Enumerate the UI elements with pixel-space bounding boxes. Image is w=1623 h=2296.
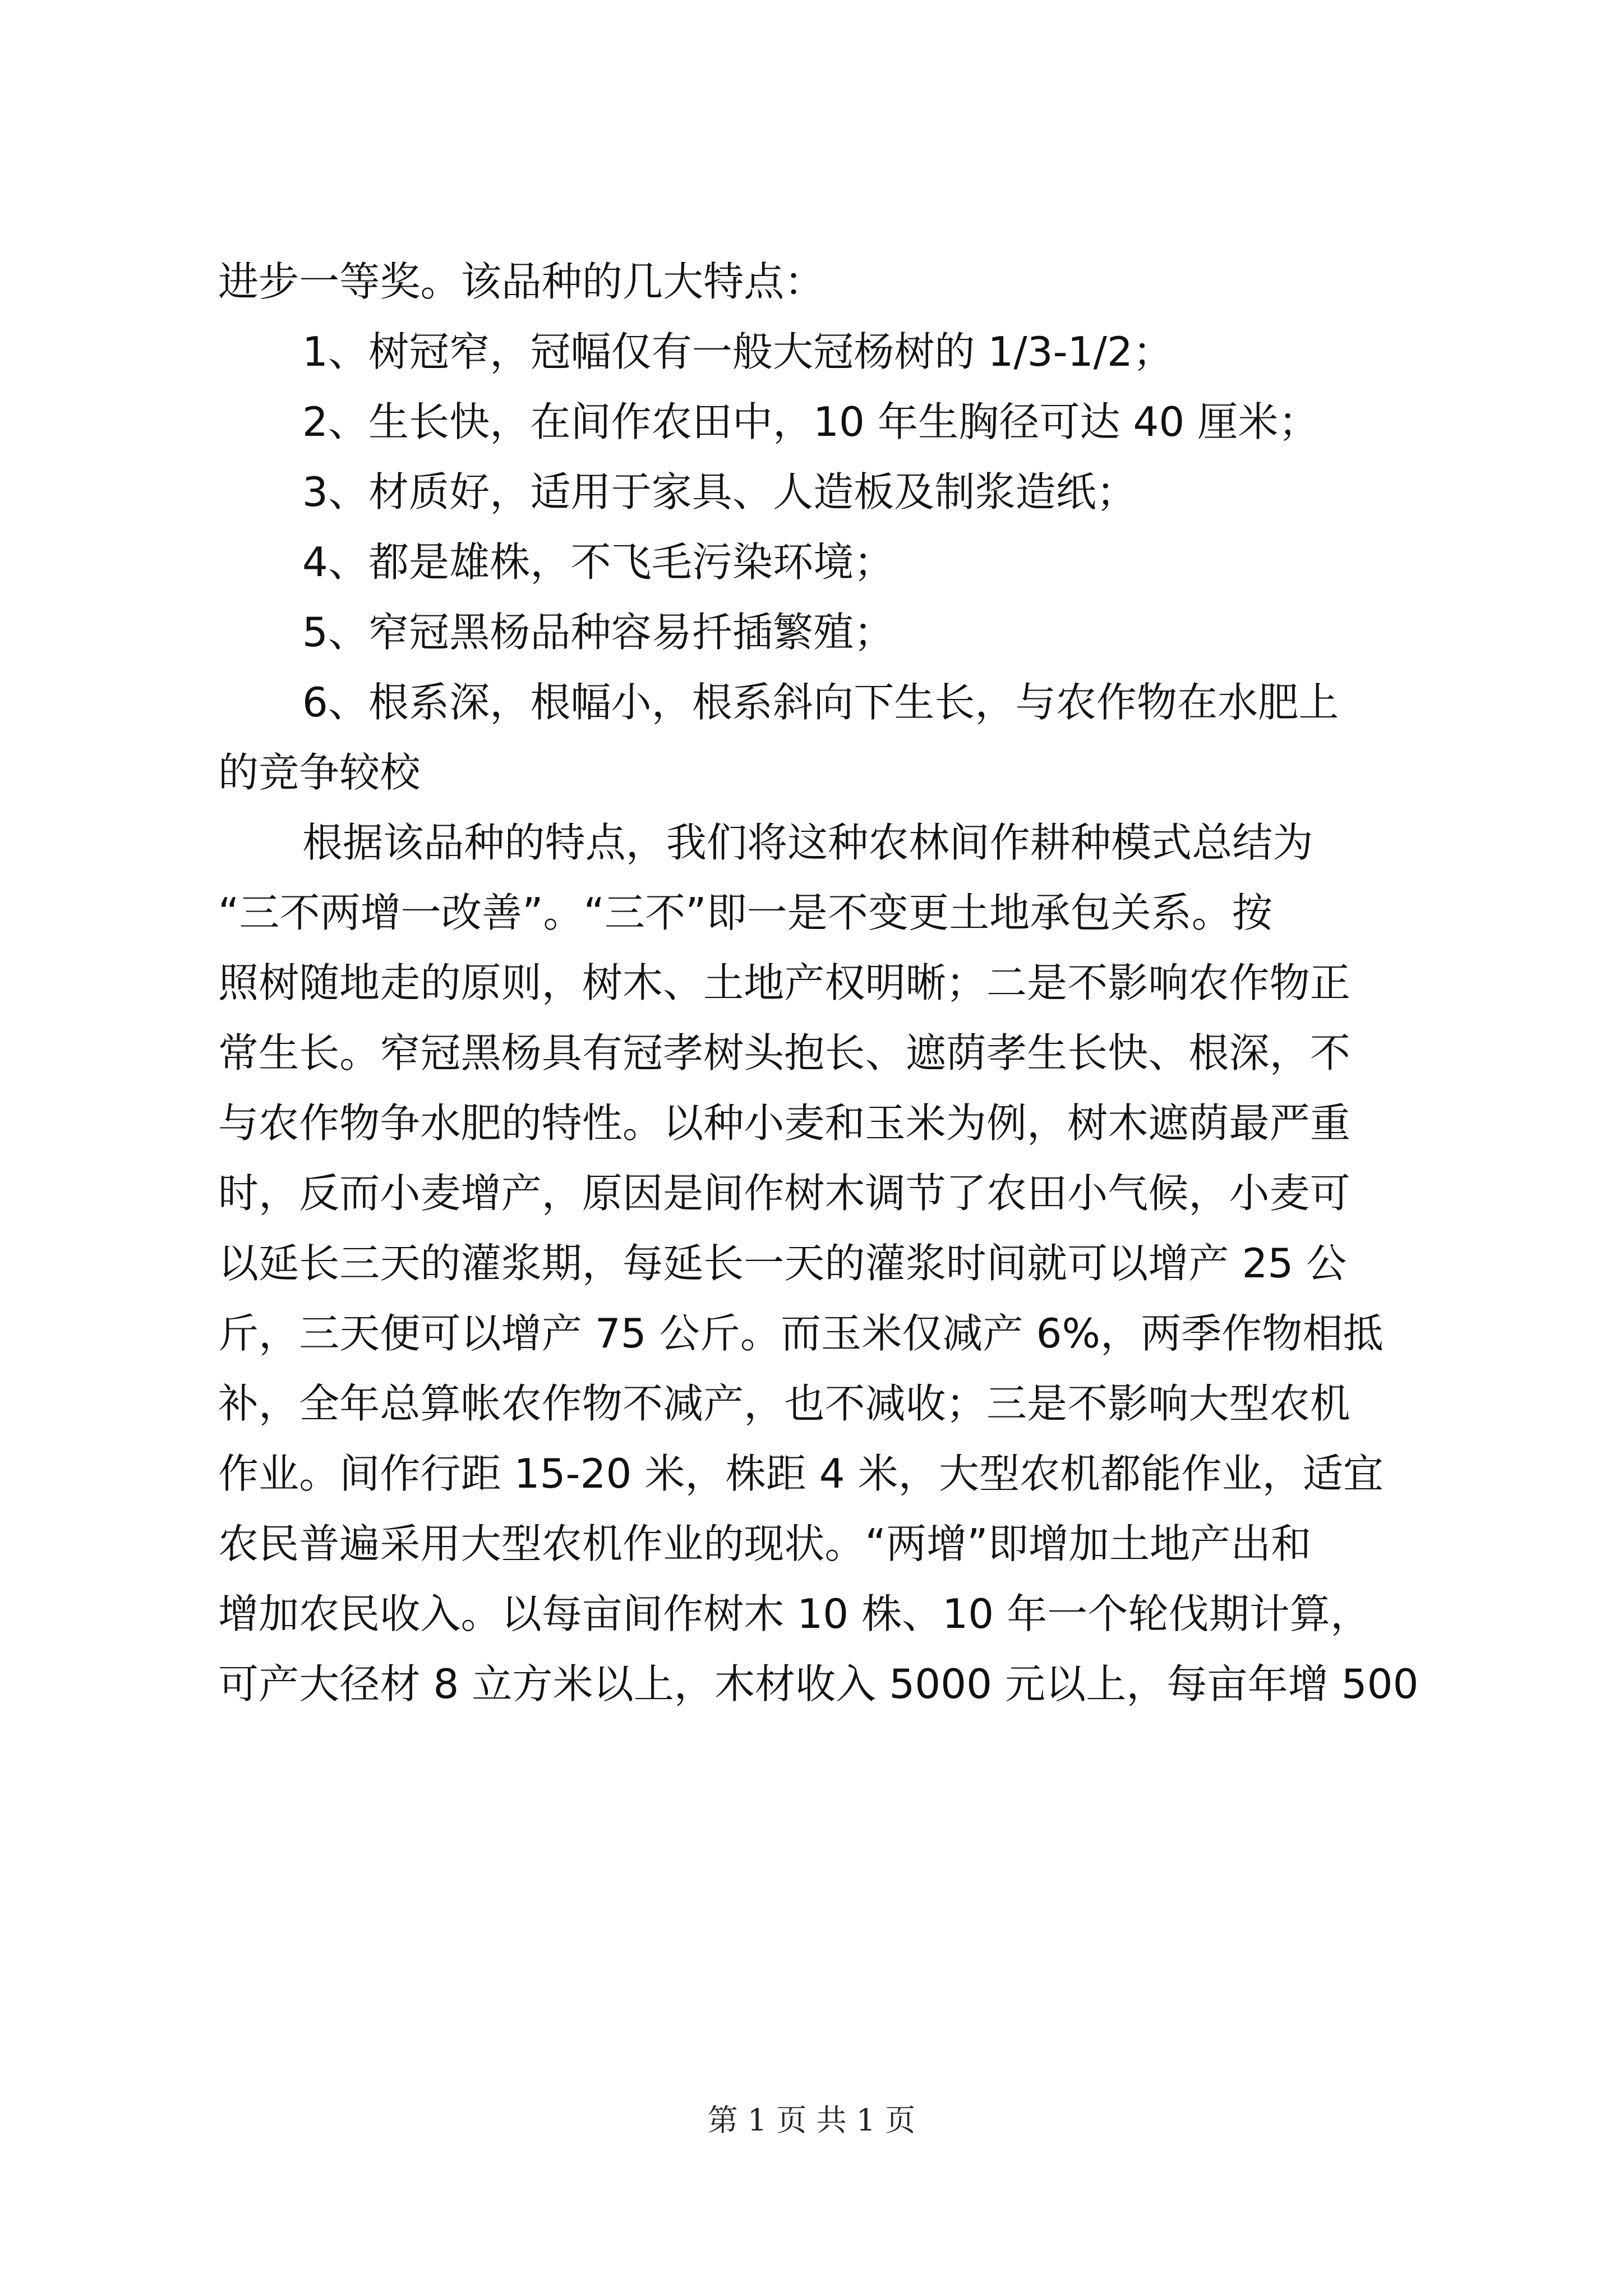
text-line: 增加农民收入。以每亩间作树木 10 株、10 年一个轮伐期计算， [218, 1590, 1371, 1637]
text-line: 农民普遍采用大型农机作业的现状。“两增”即增加土地产出和 [218, 1520, 1312, 1567]
text-line: 照树随地走的原则，树木、土地产权明晰；二是不影响农作物正 [218, 959, 1350, 1006]
text-line: 与农作物争水肥的特性。以种小麦和玉米为例，树木遮荫最严重 [218, 1099, 1350, 1147]
list-item: 3、材质好，适用于家具、人造板及制浆造纸； [302, 468, 1137, 516]
text-line: 可产大径材 8 立方米以上，木材收入 5000 元以上，每亩年增 500 [218, 1660, 1419, 1708]
text-line: 的竞争较校 [218, 749, 421, 796]
text-line: 时，反而小麦增产，原因是间作树木调节了农田小气候，小麦可 [218, 1170, 1350, 1217]
text-line: 补，全年总算帐农作物不减产，也不减收；三是不影响大型农机 [218, 1380, 1350, 1427]
text-line: “三不两增一改善”。“三不”即一是不变更土地承包关系。按 [218, 889, 1273, 936]
page-footer: 第 1 页 共 1 页 [707, 2102, 916, 2138]
text-line: 进步一等奖。该品种的几大特点： [218, 258, 825, 305]
text-line: 作业。间作行距 15-20 米，株距 4 米，大型农机都能作业，适宜 [218, 1450, 1384, 1497]
text-line: 以延长三天的灌浆期，每延长一天的灌浆时间就可以增产 25 公 [218, 1240, 1347, 1287]
text-line: 斤，三天便可以增产 75 公斤。而玉米仅减产 6%，两季作物相抵 [218, 1310, 1384, 1357]
list-item: 6、根系深，根幅小，根系斜向下生长，与农作物在水肥上 [302, 679, 1339, 726]
list-item: 5、窄冠黑杨品种容易扦插繁殖； [302, 609, 895, 656]
text-line: 常生长。窄冠黑杨具有冠孝树头抱长、遮荫孝生长快、根深，不 [218, 1029, 1350, 1076]
list-item: 4、都是雄株，不飞毛污染环境； [302, 539, 895, 586]
list-item: 1、树冠窄，冠幅仅有一般大冠杨树的 1/3-1/2； [302, 328, 1174, 375]
list-item: 2、生长快，在间作农田中，10 年生胸径可达 40 厘米； [302, 398, 1319, 445]
paragraph-start: 根据该品种的特点，我们将这种农林间作耕种模式总结为 [302, 819, 1313, 866]
